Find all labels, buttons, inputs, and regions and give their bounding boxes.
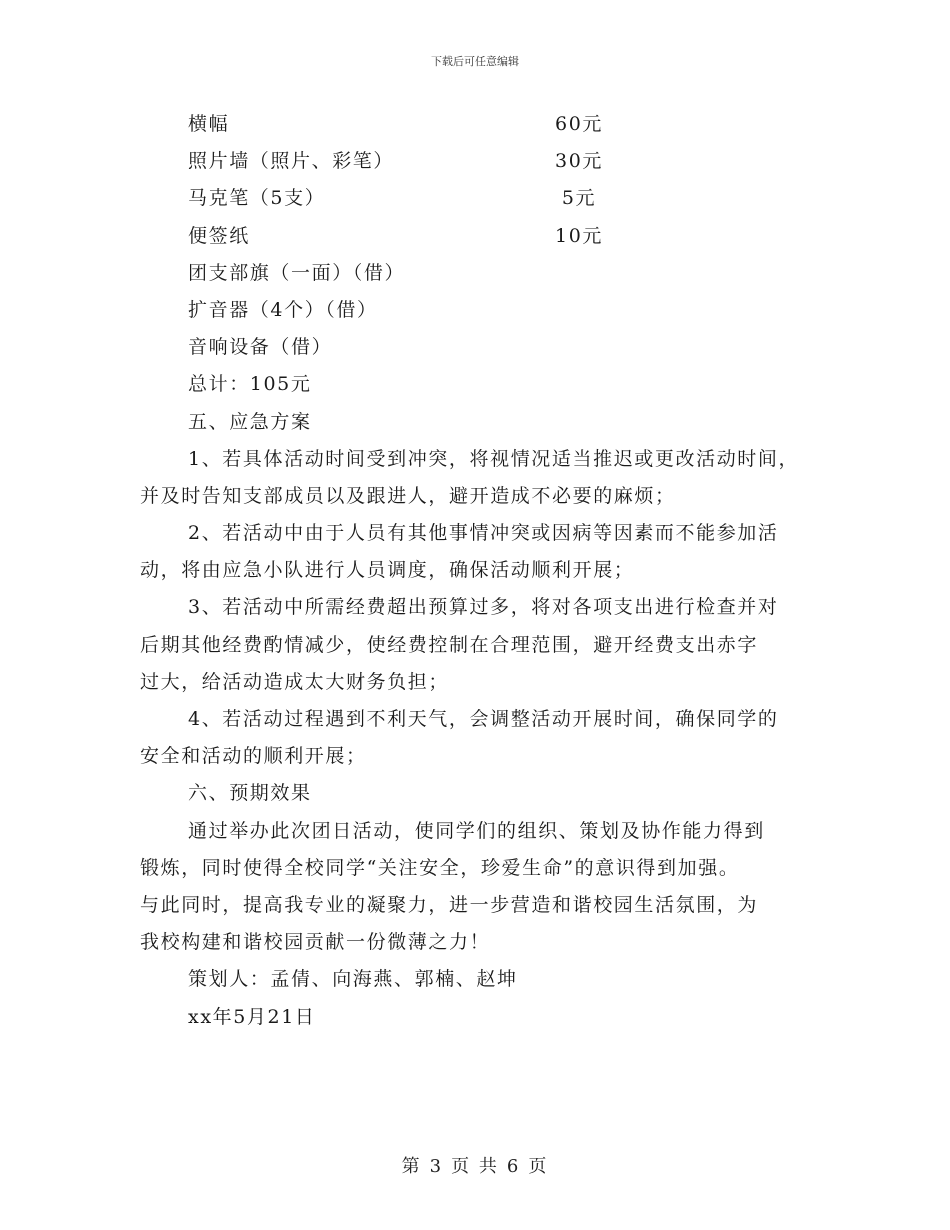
emergency-item-line: 后期其他经费酌情减少，使经费控制在合理范围，避开经费支出赤字 (140, 633, 759, 656)
budget-item: 横幅 (188, 113, 230, 135)
budget-amount: 30元 (555, 150, 603, 173)
page-footer (0, 1152, 950, 1178)
budget-row (140, 180, 820, 217)
emergency-item-line: 3、若活动中所需经费超出预算过多，将对各项支出进行检查并对 (188, 596, 779, 619)
emergency-item-line: 并及时告知支部成员以及跟进人，避开造成不必要的麻烦； (140, 484, 676, 507)
budget-total: 总计：105元 (188, 373, 312, 396)
page-header: 下载后可任意编辑 (431, 55, 519, 68)
borrowed-item: 扩音器（4个）（借） (188, 298, 378, 321)
budget-amount: 10元 (555, 224, 603, 247)
planner-names: 策划人：孟倩、向海燕、郭楠、赵坤 (188, 968, 518, 991)
expected-effect-line: 我校构建和谐校园贡献一份微薄之力！ (140, 931, 491, 954)
budget-item: 马克笔（5支） (188, 187, 326, 210)
emergency-item-line: 动，将由应急小队进行人员调度，确保活动顺利开展； (140, 559, 635, 582)
borrowed-item: 音响设备（借） (188, 336, 333, 359)
footer-suffix: 页 (528, 1156, 549, 1177)
budget-row (140, 143, 820, 180)
footer-prefix: 第 (401, 1156, 422, 1177)
document-body (140, 106, 820, 1036)
budget-amount: 60元 (555, 113, 603, 135)
emergency-item-line: 4、若活动过程遇到不利天气，会调整活动开展时间，确保同学的 (188, 708, 779, 730)
emergency-item-line: 2、若活动中由于人员有其他事情冲突或因病等因素而不能参加活 (188, 522, 779, 545)
budget-amount: 5元 (561, 187, 597, 210)
document-date: xx年5月21日 (188, 1005, 316, 1028)
borrowed-item: 团支部旗（一面）（借） (188, 261, 406, 284)
footer-page-number: 3 (429, 1156, 444, 1177)
expected-effect-line: 锻炼，同时使得全校同学“关注安全，珍爱生命”的意识得到加强。 (140, 856, 740, 879)
emergency-item-line: 过大，给活动造成太大财务负担； (140, 670, 450, 693)
emergency-item-line: 1、若具体活动时间受到冲突，将视情况适当推迟或更改活动时间， (188, 447, 800, 470)
expected-effect-line: 与此同时，提高我专业的凝聚力，进一步营造和谐校园生活氛围，为 (140, 893, 759, 916)
section-title-expected-effect: 六、预期效果 (188, 782, 312, 805)
footer-total-pages: 6 (506, 1156, 521, 1177)
budget-item: 便签纸 (188, 224, 250, 247)
section-title-emergency-plan: 五、应急方案 (188, 410, 312, 433)
budget-item: 照片墙（照片、彩笔） (188, 150, 395, 173)
budget-row (140, 106, 820, 143)
expected-effect-line: 通过举办此次团日活动，使同学们的组织、策划及协作能力得到 (188, 819, 765, 842)
budget-row (140, 218, 820, 255)
emergency-item-line: 安全和活动的顺利开展； (140, 745, 367, 768)
footer-middle: 页 共 (451, 1156, 499, 1177)
